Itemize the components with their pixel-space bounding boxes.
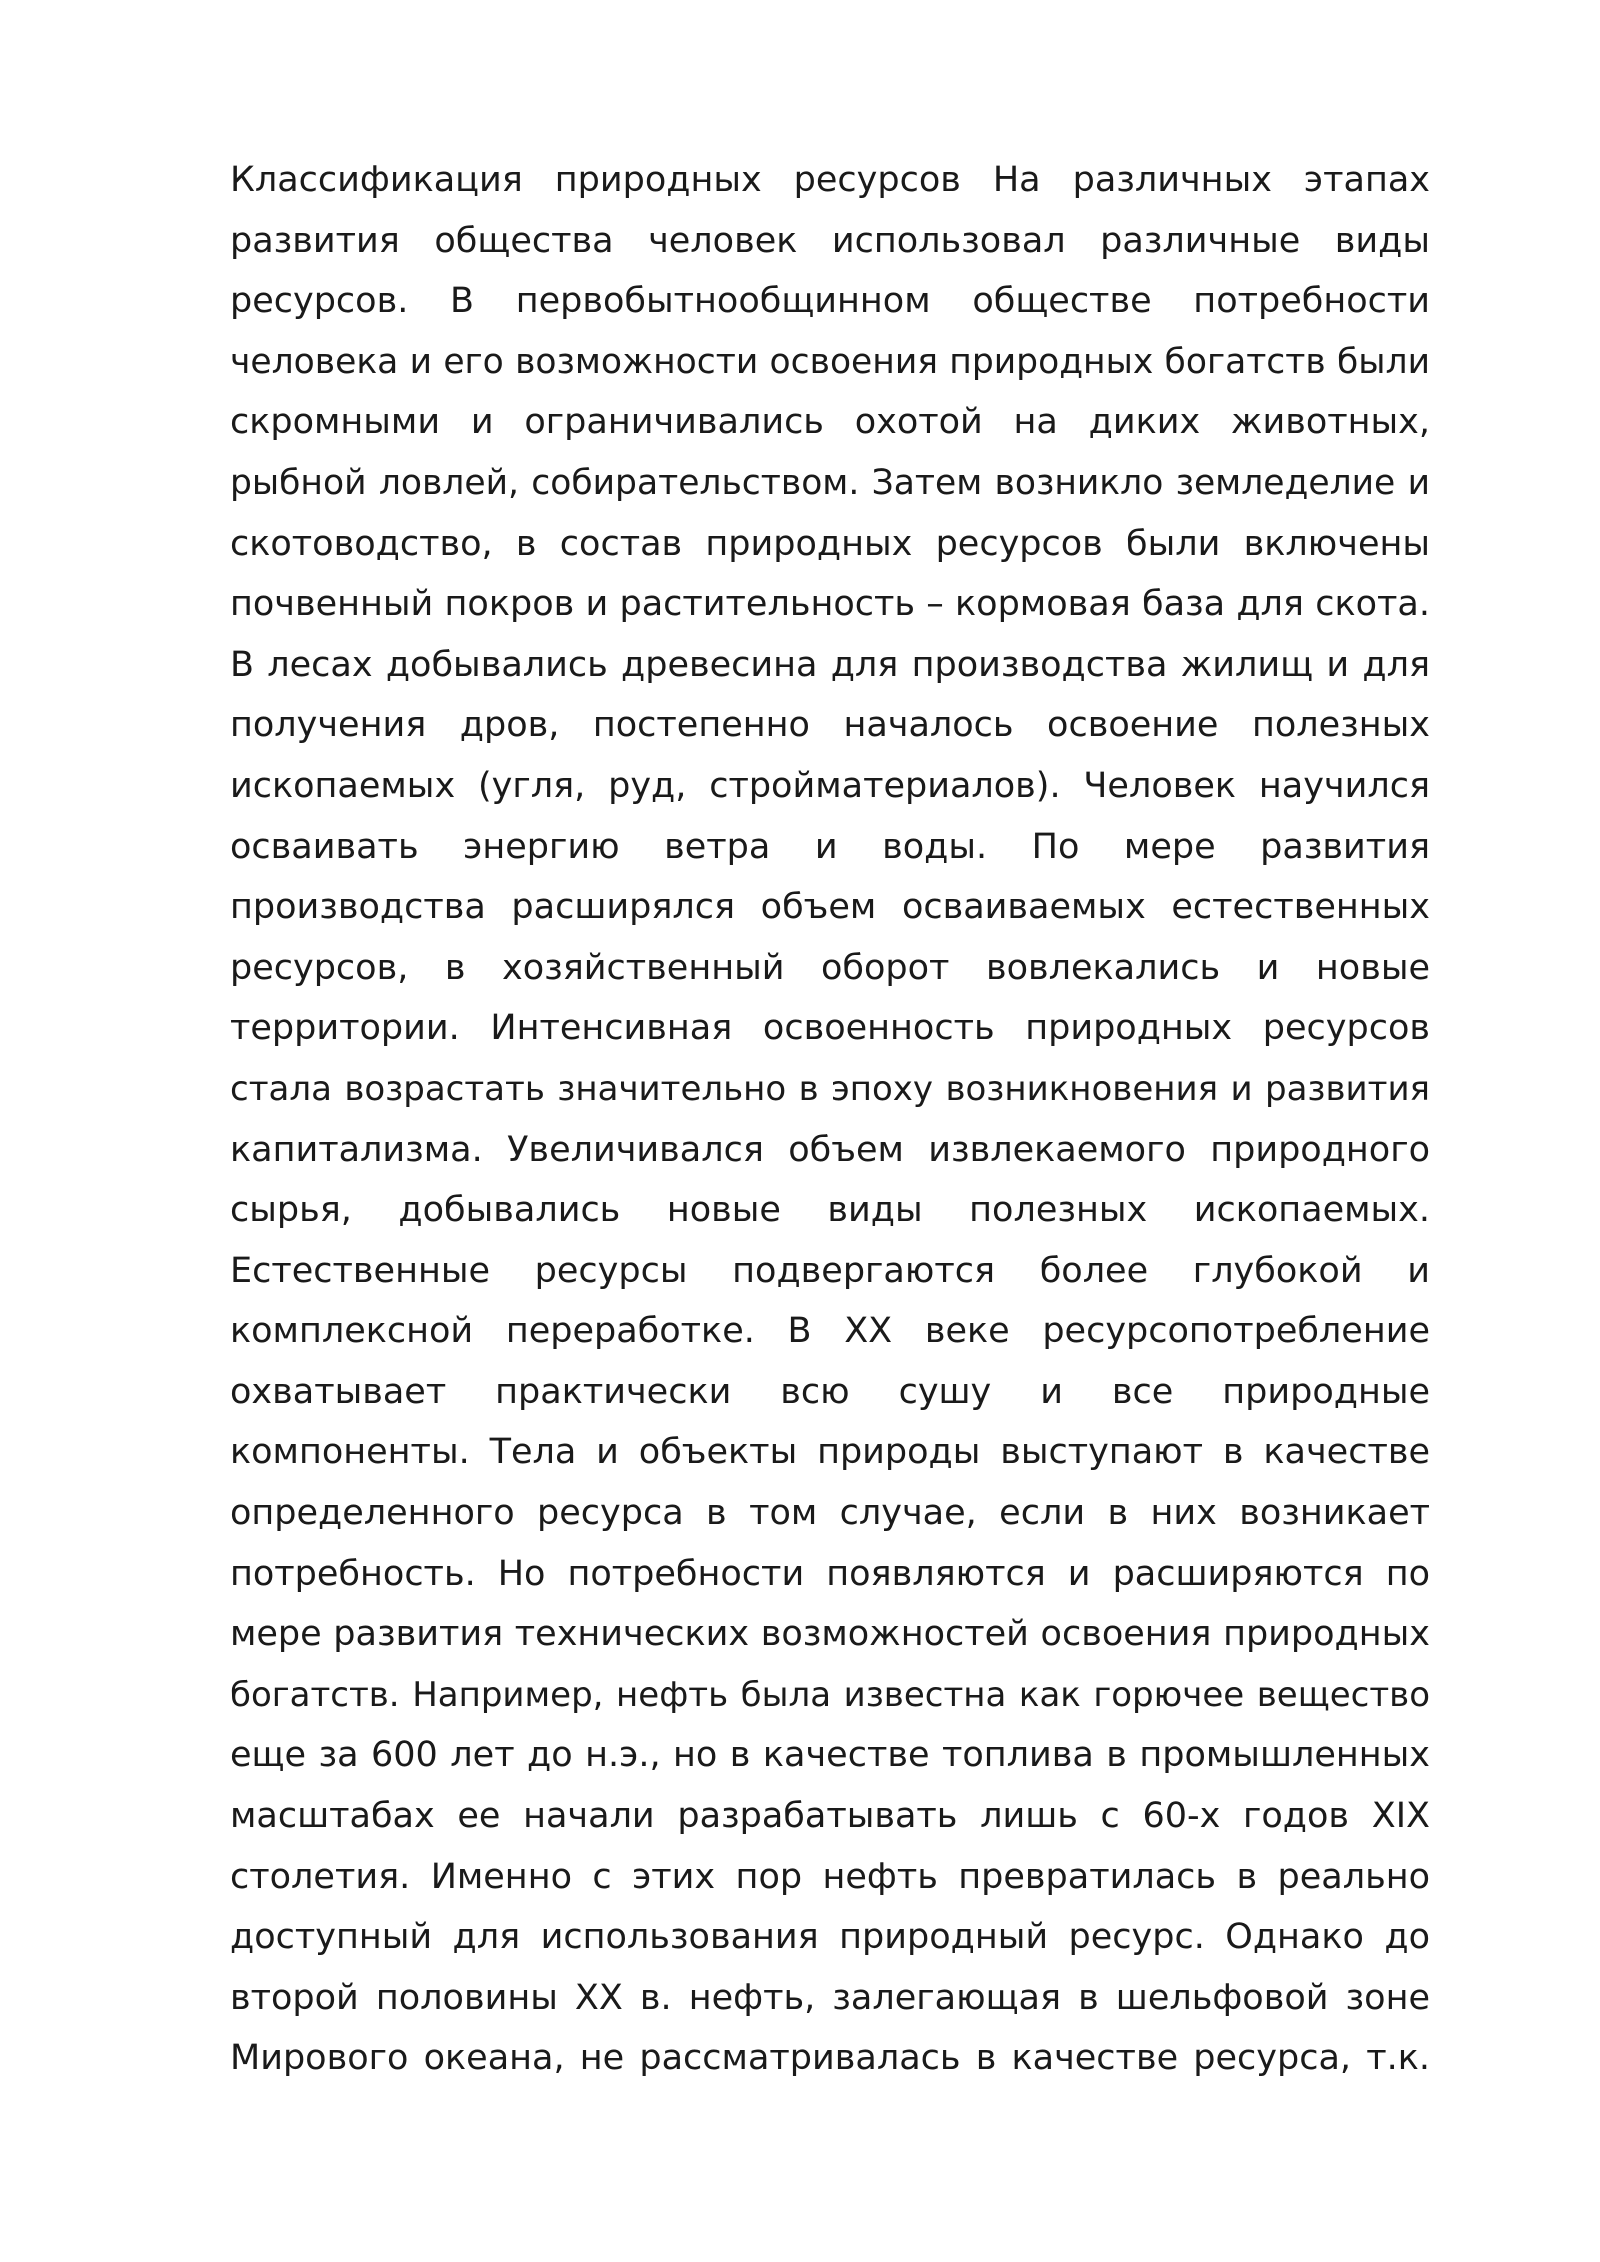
text-line: почвенный покров и растительность – кормовая база для скота.	[230, 584, 1430, 625]
text-line: Классификация природных ресурсов На различных этапах	[230, 160, 1430, 200]
text-line: масштабах ее начали разрабатывать лишь с 60-х годов XIX	[230, 1796, 1430, 1837]
text-line: еще за 600 лет до н.э., но в качестве топлива в промышленных	[230, 1735, 1430, 1776]
text-line: осваивать энергию ветра и воды. По мере развития	[230, 826, 1430, 867]
text-line: производства расширялся объем осваиваемых естественных	[230, 887, 1430, 928]
text-line: ресурсов. В первобытнообщинном обществе потребности	[230, 281, 1430, 322]
text-line: определенного ресурса в том случае, если в них возникает	[230, 1493, 1430, 1534]
text-line: территории. Интенсивная освоенность природных ресурсов	[230, 1008, 1430, 1049]
text-line: комплексной переработке. В XX веке ресурсопотребление	[230, 1311, 1430, 1352]
text-line: стала возрастать значительно в эпоху возникновения и развития	[230, 1068, 1430, 1109]
text-line: охватывает практически всю сушу и все природные	[230, 1371, 1430, 1412]
text-line: компоненты. Тела и объекты природы выступают в качестве	[230, 1432, 1430, 1473]
text-line: Естественные ресурсы подвергаются более глубокой и	[230, 1250, 1430, 1291]
text-line: сырья, добывались новые виды полезных ископаемых.	[230, 1190, 1430, 1231]
text-line: получения дров, постепенно началось освоение полезных	[230, 705, 1430, 746]
text-line: скотоводство, в состав природных ресурсов были включены	[230, 523, 1430, 564]
text-line: доступный для использования природный ресурс. Однако до	[230, 1917, 1430, 1958]
text-line: ископаемых (угля, руд, стройматериалов). Человек научился	[230, 765, 1430, 806]
text-line: потребность. Но потребности появляются и расширяются по	[230, 1553, 1430, 1594]
text-line: столетия. Именно с этих пор нефть превратилась в реально	[230, 1856, 1430, 1897]
text-line: В лесах добывались древесина для производства жилищ и для	[230, 644, 1430, 685]
text-line: второй половины XX в. нефть, залегающая в шельфовой зоне	[230, 1977, 1430, 2018]
text-line: Мирового океана, не рассматривалась в качестве ресурса, т.к.	[230, 2038, 1430, 2079]
text-line: капитализма. Увеличивался объем извлекаемого природного	[230, 1129, 1430, 1170]
text-line: скромными и ограничивались охотой на диких животных,	[230, 402, 1430, 443]
text-line: человека и его возможности освоения природных богатств были	[230, 341, 1430, 382]
document-body-text	[230, 150, 1430, 2089]
text-line: ресурсов, в хозяйственный оборот вовлекались и новые	[230, 947, 1430, 988]
text-line: рыбной ловлей, собирательством. Затем возникло земледелие и	[230, 462, 1430, 503]
text-line: мере развития технических возможностей освоения природных	[230, 1614, 1430, 1655]
text-line: богатств. Например, нефть была известна как горючее вещество	[230, 1674, 1430, 1715]
text-line: развития общества человек использовал различные виды	[230, 220, 1430, 261]
